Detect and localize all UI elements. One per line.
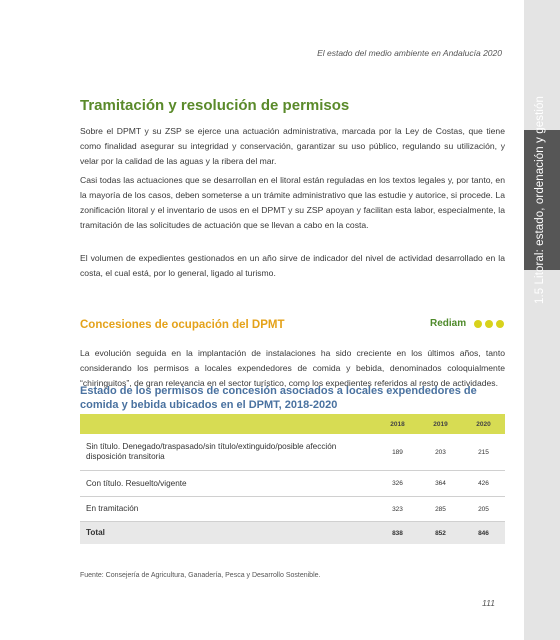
cell-value: 323 [392,505,403,513]
row-label: En tramitación [86,504,139,513]
cell-value: 203 [435,448,446,456]
side-tab-bottom [524,270,560,640]
paragraph-1: Sobre el DPMT y su ZSP se ejerce una actuación administrativa, marcada por la Ley de Costas, que tiene como finalidad asegurar su integridad y conservación, garantizar su uso público, regulando su utilización, y velar por la calidad de las aguas y la ribera del mar. [80,126,505,166]
section-title: Tramitación y resolución de permisos [80,97,350,114]
subsection-title: Concesiones de ocupación del DPMT [80,319,285,331]
table-row [80,471,505,497]
side-tab-label: 1.5 Litoral: estado, ordenación y gestión [534,95,546,305]
cell-value: 426 [478,480,489,487]
rediam-label: Rediam [430,318,467,329]
rediam-indicator [430,318,507,329]
running-header: El estado del medio ambiente en Andalucía 2020 [317,48,502,58]
total-value: 846 [478,529,489,537]
side-tab-label-box [520,95,560,305]
total-value: 838 [392,529,403,537]
subsection-paragraph: La evolución seguida en la implantación de instalaciones ha sido creciente en los últimos años, tanto considerando los permisos a locales expendedores de comida y bebida, denominados coloquialmente “chiringuitos”, de gran relevancia en el sector turístico, como los expedientes referidos al resto de actividades. [80,348,505,388]
year-header: 2019 [433,420,448,428]
row-label: Con título. Resuelto/vigente [86,478,187,488]
table-row [80,497,505,522]
indicator-dot-icon [474,320,482,328]
year-header: 2020 [476,420,491,428]
table-row [80,434,505,471]
paragraph-3: El volumen de expedientes gestionados en un año sirve de indicador del nivel de actividad desarrollado en la costa, el cual está, por lo general, ligado al turismo. [80,253,505,278]
total-value: 852 [435,529,446,537]
year-header: 2018 [390,420,405,428]
cell-value: 285 [435,505,446,513]
indicator-dot-icon [496,320,504,328]
cell-value: 215 [478,448,489,456]
source-note: Fuente: Consejería de Agricultura, Ganadería, Pesca y Desarrollo Sostenible. [80,572,321,579]
cell-value: 326 [392,480,403,487]
indicator-dot-icon [485,320,493,328]
total-label: Total [86,528,105,537]
row-label: Sin título. Denegado/traspasado/sin título/extinguido/posible afección disposición transitoria [86,442,337,461]
table-header [80,414,505,434]
paragraph-2: Casi todas las actuaciones que se desarrollan en el litoral están reguladas en los textos legales y, por tanto, en la mayoría de los casos, deben someterse a un trámite administrativo que las estudie y autorice, si procede. La zonificación litoral y el inventario de usos en el DPMT y su ZSP apoyan y facilitan esta labor, especialmente, la tramitación de las solicitudes de actuación que se llevan a cabo en la costa. [80,175,505,230]
cell-value: 205 [478,505,489,513]
permits-table [80,414,505,544]
cell-value: 364 [435,480,446,487]
page-number: 111 [482,598,495,608]
cell-value: 189 [392,448,403,456]
table-total-row [80,522,505,544]
table-title: Estado de los permisos de concesión asociados a locales expendedores de comida y bebida ubicados en el DPMT, 2018-2020 [80,385,477,411]
